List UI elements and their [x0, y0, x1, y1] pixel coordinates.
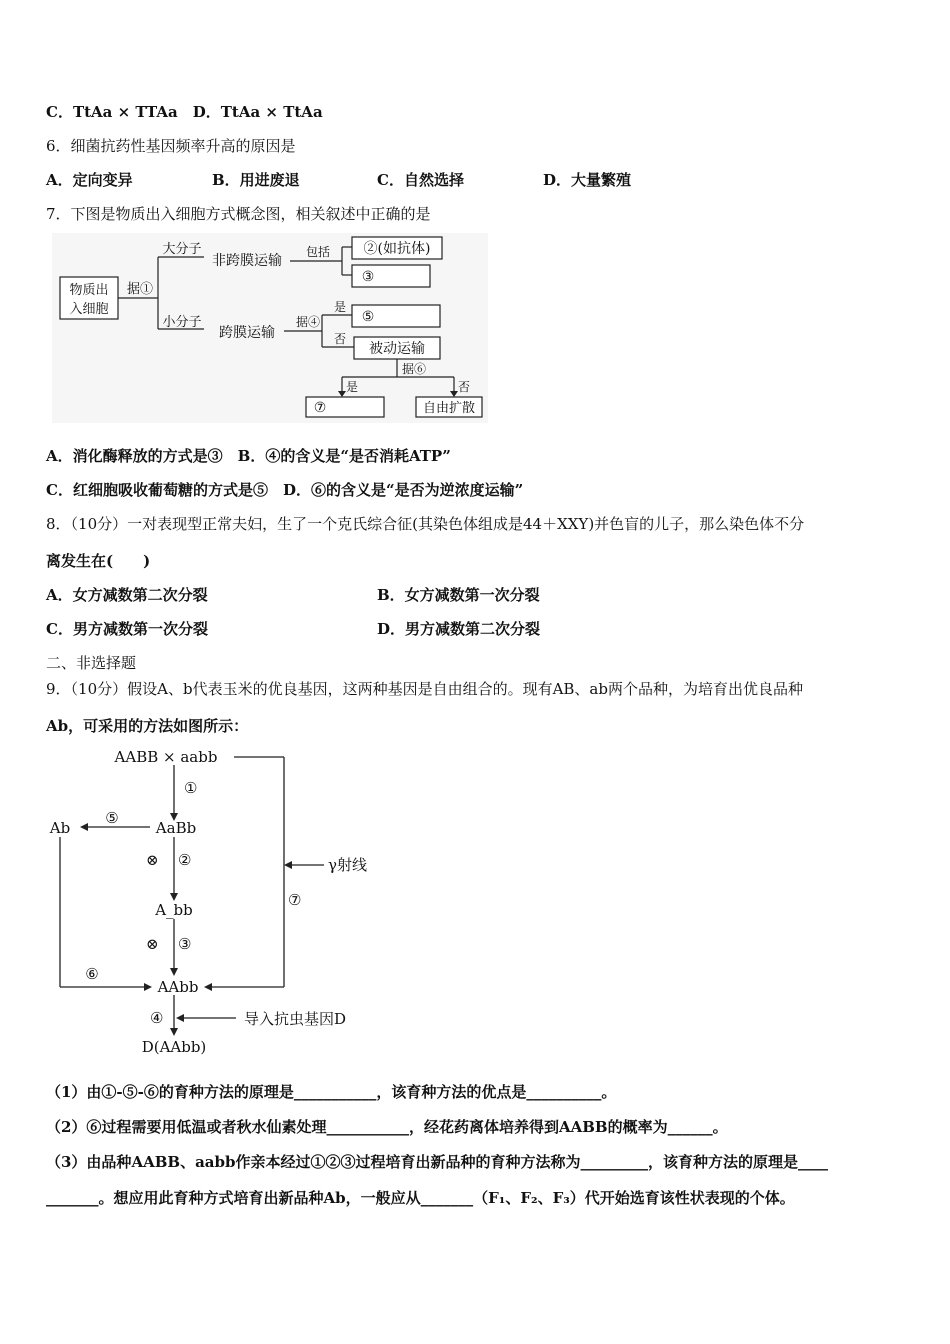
q7-concept-diagram: [52, 233, 488, 423]
yes-label: 是: [333, 300, 347, 314]
a-bb-label: A_bb: [155, 901, 193, 919]
box-2-label: ②(如抗体): [363, 241, 431, 257]
q8-option-c: C．男方减数第一次分裂: [46, 620, 208, 638]
step-3-label: ③: [178, 935, 192, 953]
q6-option-c: C．自然选择: [377, 171, 464, 189]
q8-stem-line-1: 8．（10分）一对表现型正常夫妇，生了一个克氏综合征(其染色体组成是44＋XXY)并色盲的儿子，那么染色体不分: [46, 515, 805, 533]
selfing-1-icon: ⊗: [146, 851, 159, 869]
box-3-label: ③: [361, 269, 375, 285]
q6-option-d: D．大量繁殖: [543, 171, 632, 189]
q8-option-b: B．女方减数第一次分裂: [377, 586, 540, 604]
root-label-2: 入细胞: [69, 302, 109, 317]
section-2-heading: 二、非选择题: [46, 654, 137, 672]
no-label: 否: [333, 332, 347, 346]
q9-sub-2: （2）⑥过程需要用低温或者秋水仙素处理___________，经花药离体培养得到AABB的概率为______。: [46, 1118, 728, 1136]
step-2-label: ②: [178, 851, 192, 869]
q6-option-a: A．定向变异: [46, 171, 133, 189]
box-5-label: ⑤: [361, 309, 375, 325]
import-gene-label: 导入抗虫基因D: [244, 1010, 347, 1028]
no-2-label: 否: [457, 380, 471, 394]
box-7-label: ⑦: [313, 400, 327, 416]
gamma-ray-label: γ射线: [328, 856, 367, 874]
step-4-label: ④: [150, 1009, 164, 1027]
q6-option-b: B．用进废退: [212, 171, 300, 189]
step-7-label: ⑦: [288, 891, 302, 909]
q8-option-d: D．男方减数第二次分裂: [377, 620, 541, 638]
d-aabb-label: D(AAbb): [141, 1038, 207, 1056]
ab-label: Ab: [49, 819, 71, 837]
parents-label: AABB × aabb: [114, 748, 218, 766]
transmembrane-label: 跨膜运输: [219, 325, 275, 341]
selfing-2-icon: ⊗: [146, 935, 159, 953]
q5-option-c: C．TtAa × TTAa: [46, 103, 178, 121]
step-5-label: ⑤: [105, 809, 119, 827]
q5-option-d: D．TtAa × TtAa: [192, 103, 323, 121]
q7-options-cd: C．红细胞吸收葡萄糖的方式是⑤ D．⑥的含义是“是否为逆浓度运输”: [46, 481, 524, 499]
basis-6-label: 据⑥: [401, 362, 427, 376]
small-molecule-label: 小分子: [162, 315, 202, 330]
step-1-label: ①: [184, 779, 198, 797]
basis-1-label: 据①: [126, 282, 154, 297]
free-diffusion-label: 自由扩散: [422, 401, 476, 416]
q9-sub-3-line-1: （3）由品种AABB、aabb作亲本经过①②③过程培育出新品种的育种方法称为_________，该育种方法的原理是____: [46, 1153, 828, 1171]
basis-4-label: 据④: [295, 315, 321, 329]
q9-breeding-diagram: [46, 745, 386, 1060]
q8-stem-line-2: 离发生在( ): [46, 552, 151, 570]
root-label-1: 物质出: [69, 283, 109, 298]
big-molecule-label: 大分子: [162, 242, 202, 257]
q9-sub-3-line-2: _______。想应用此育种方式培育出新品种Ab，一般应从_______（F₁、F₂、F₃）代开始选育该性状表现的个体。: [46, 1189, 795, 1207]
f1-label: AaBb: [155, 819, 197, 837]
q9-stem-line-1: 9．（10分）假设A、b代表玉米的优良基因，这两种基因是自由组合的。现有AB、ab两个品种，为培育出优良品种: [46, 680, 803, 698]
q7-stem: 7．下图是物质出入细胞方式概念图，相关叙述中正确的是: [46, 205, 431, 223]
q8-option-a: A．女方减数第二次分裂: [46, 586, 208, 604]
passive-label: 被动运输: [369, 341, 425, 357]
step-6-label: ⑥: [85, 965, 99, 983]
q6-stem: 6．细菌抗药性基因频率升高的原因是: [46, 137, 296, 155]
include-label: 包括: [305, 245, 331, 259]
q7-options-ab: A．消化酶释放的方式是③ B．④的含义是“是否消耗ATP”: [46, 447, 451, 465]
aabb-target-label: AAbb: [157, 978, 199, 996]
q9-sub-1: （1）由①-⑤-⑥的育种方法的原理是___________，该育种方法的优点是__________。: [46, 1083, 617, 1101]
yes-2-label: 是: [345, 380, 359, 394]
q9-stem-line-2: Ab，可采用的方法如图所示：: [46, 717, 249, 735]
non-transmembrane-label: 非跨膜运输: [212, 253, 282, 269]
q5-options-cd: [46, 102, 323, 122]
